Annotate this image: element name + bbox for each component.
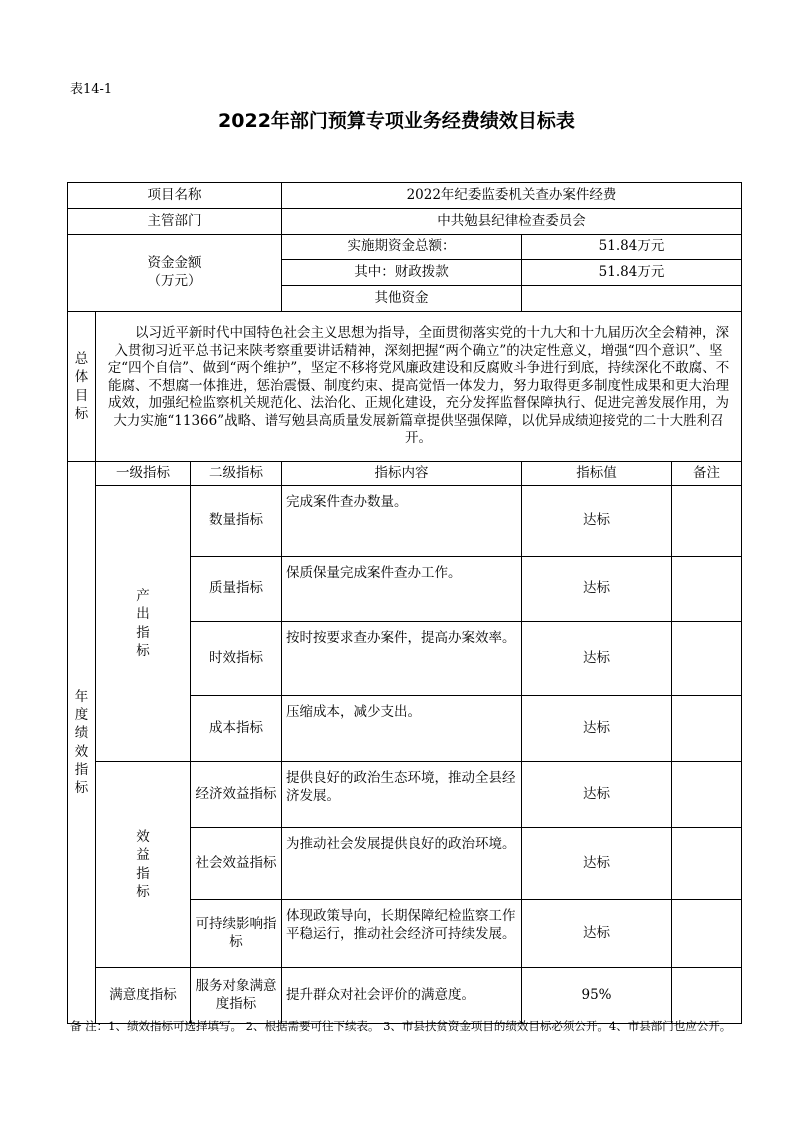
header-level1: 一级指标 bbox=[96, 462, 191, 486]
satisfaction-indicator-label: 满意度指标 bbox=[96, 968, 191, 1024]
funds-label: 资金金额 bbox=[147, 255, 202, 272]
funds-fiscal-label: 其中：财政拨款 bbox=[282, 260, 522, 286]
footnote: 备 注：1、绩效指标可选择填写。 2、根据需要可往下续表。 3、市县扶贫资金项目的绩效目标必须公开。4、市县部门也应公开。 bbox=[70, 1019, 732, 1033]
funds-total-label: 实施期资金总额： bbox=[282, 235, 522, 260]
header-level2: 二级指标 bbox=[191, 462, 282, 486]
header-remark: 备注 bbox=[672, 462, 742, 486]
output-indicator-cell bbox=[96, 486, 191, 762]
level2-cell: 成本指标 bbox=[191, 696, 282, 762]
level2-cell: 服务对象满意度指标 bbox=[191, 968, 282, 1024]
benefit-indicator-cell bbox=[96, 762, 191, 968]
funds-other-label: 其他资金 bbox=[282, 286, 522, 312]
remark-cell bbox=[672, 557, 742, 622]
remark-cell bbox=[672, 622, 742, 696]
content-cell: 提升群众对社会评价的满意度。 bbox=[282, 968, 522, 1024]
table-row bbox=[68, 762, 742, 828]
department-label: 主管部门 bbox=[68, 209, 282, 235]
page-title: 2022年部门预算专项业务经费绩效目标表 bbox=[218, 110, 575, 132]
table-row bbox=[68, 968, 742, 1024]
level2-cell: 可持续影响指标 bbox=[191, 900, 282, 968]
benefit-indicator-label: 效益指标 bbox=[136, 829, 150, 900]
remark-cell bbox=[672, 900, 742, 968]
value-cell: 达标 bbox=[522, 622, 672, 696]
remark-cell bbox=[672, 696, 742, 762]
remark-cell bbox=[672, 828, 742, 900]
content-cell: 保质保量完成案件查办工作。 bbox=[282, 557, 522, 622]
level2-cell: 数量指标 bbox=[191, 486, 282, 557]
value-cell: 达标 bbox=[522, 900, 672, 968]
overall-goal-label: 总体目标 bbox=[74, 351, 89, 422]
header-content: 指标内容 bbox=[282, 462, 522, 486]
level2-cell: 经济效益指标 bbox=[191, 762, 282, 828]
value-cell: 达标 bbox=[522, 557, 672, 622]
content-cell: 完成案件查办数量。 bbox=[282, 486, 522, 557]
value-cell: 达标 bbox=[522, 696, 672, 762]
performance-target-table bbox=[67, 182, 742, 1024]
value-cell: 95% bbox=[522, 968, 672, 1024]
content-cell: 按时按要求查办案件，提高办案效率。 bbox=[282, 622, 522, 696]
output-indicator-label: 产出指标 bbox=[136, 588, 150, 659]
funds-label-cell bbox=[68, 235, 282, 312]
annual-performance-label: 年度绩效指标 bbox=[74, 688, 89, 796]
content-cell: 为推动社会发展提供良好的政治环境。 bbox=[282, 828, 522, 900]
remark-cell bbox=[672, 968, 742, 1024]
level2-cell: 社会效益指标 bbox=[191, 828, 282, 900]
header-value: 指标值 bbox=[522, 462, 672, 486]
funds-unit: （万元） bbox=[147, 273, 202, 289]
level2-cell: 质量指标 bbox=[191, 557, 282, 622]
project-name-label: 项目名称 bbox=[68, 183, 282, 209]
overall-goal-text: 以习近平新时代中国特色社会主义思想为指导，全面贯彻落实党的十九大和十九届历次全会精神，深入贯彻习近平总书记来陕考察重要讲话精神，深刻把握“两个确立”的决定性意义，增强“四个意识”、坚定“四个自信”、做到“两个维护”，坚定不移将党风廉政建设和反腐败斗争进行到底，持续深化不敢腐、不能腐、不想腐一体推进，惩治震慑、制度约束、提高觉悟一体发力，努力取得更多制度性成果和更大治理成效，加强纪检监察机关规范化、法治化、正规化建设，充分发挥监督保障执行、促进完善发展作用，为大力实施“11366”战略、谱写勉县高质量发展新篇章提供坚强保障，以优异成绩迎接党的二十大胜利召开。 bbox=[96, 312, 742, 462]
project-name-value: 2022年纪委监委机关查办案件经费 bbox=[282, 183, 742, 209]
value-cell: 达标 bbox=[522, 762, 672, 828]
overall-goal-label-cell bbox=[68, 312, 96, 462]
table-code: 表14-1 bbox=[70, 82, 113, 97]
annual-performance-label-cell bbox=[68, 462, 96, 1024]
remark-cell bbox=[672, 762, 742, 828]
funds-fiscal-value: 51.84万元 bbox=[522, 260, 742, 286]
content-cell: 体现政策导向，长期保障纪检监察工作平稳运行，推动社会经济可持续发展。 bbox=[282, 900, 522, 968]
value-cell: 达标 bbox=[522, 486, 672, 557]
content-cell: 提供良好的政治生态环境，推动全县经济发展。 bbox=[282, 762, 522, 828]
table-row bbox=[68, 486, 742, 557]
department-value: 中共勉县纪律检查委员会 bbox=[282, 209, 742, 235]
level2-cell: 时效指标 bbox=[191, 622, 282, 696]
funds-total-value: 51.84万元 bbox=[522, 235, 742, 260]
content-cell: 压缩成本，减少支出。 bbox=[282, 696, 522, 762]
value-cell: 达标 bbox=[522, 828, 672, 900]
remark-cell bbox=[672, 486, 742, 557]
funds-other-value bbox=[522, 286, 742, 312]
